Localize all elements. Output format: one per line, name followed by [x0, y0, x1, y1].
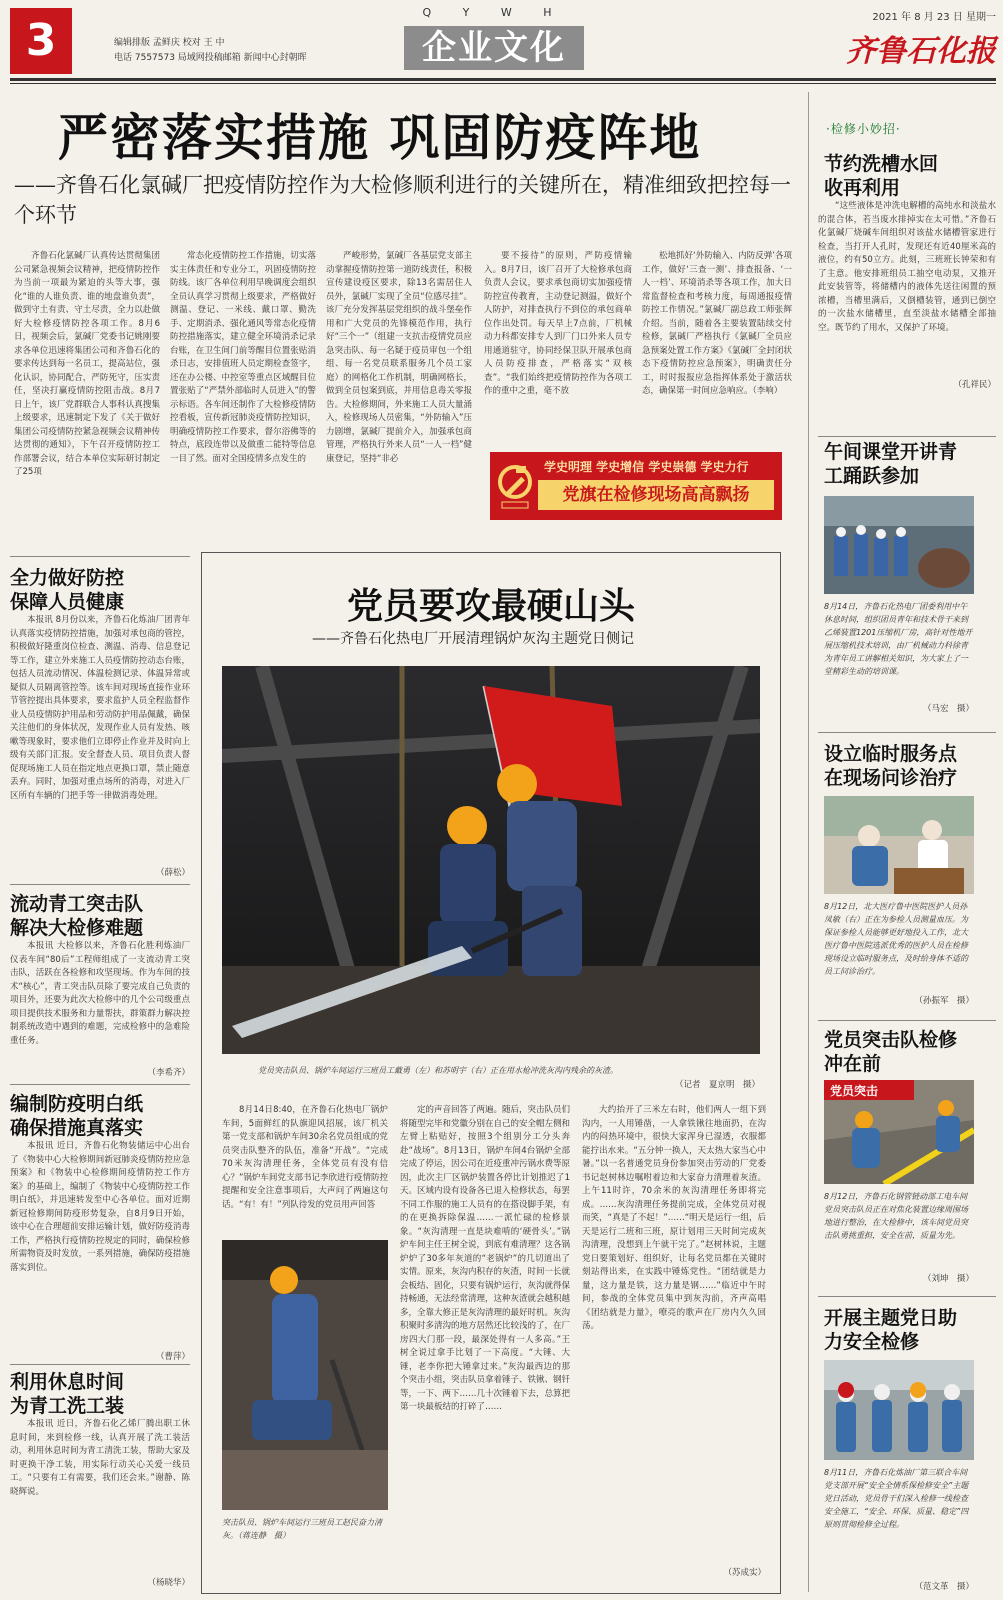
right-item-4-title: 开展主题党日助力安全检修 — [824, 1307, 958, 1353]
feature-col-2: 定的声音回答了两遍。随后，突击队员们将随型完毕和党徽分别在自己的安全帽左侧和左臂上粘贴好，按照3个组别分工分头奔赴“战场”。8月13日，锅炉车间4台锅炉全部完成了停运，因公司在近疫重冲污锅水费等原因，此次主厂区锅炉装置各停比计划推迟了1天。区域内设有设备各已退入检修状态，每罢不同工作服的施工人员有的在搭设脚手架，有的在更换拆除保温……一派忙碌的检修景象。“灰沟清理一直是块难啃的‘硬骨头’。”锅炉车间主任王树全说，到底有难清理？这各锅炉炉了30多年灰道的“老锅炉”的几切道出了实情。原来，灰沟内积存的灰渣，时间一长就会板结、固化，只要有锅炉运行，灰沟就得保持畅通，无法经常清理，这种灰渣就会越积越多，全靠大修正是灰沟清理的最好时机。灰沟积聚时多清沟的地方居然还比较浅的了，在厂房四大门那一段，最深处得有一人多高。”王树全说过拿手比划了一下高度。“大锤、大锤，老李你把大锤拿过来。”灰沟最西边的那个突击小组，突击队员拿着锤子、铁锹、钢钎等，一下、两下……几十次锤着下去，总算把第一块最板结的打碎了…… — [400, 1105, 570, 1412]
lead-article-col-3: 严峻形势，氯碱厂各基层党支部主动掌握疫情防控第一道防线责任，积极宣传建设疫区要求，除13名需居住人员外，氯碱厂实现了全员“位感尽挂”。该厂充分发挥基层党组织的战斗堡垒作用和广大党员的先锋模范作用，执行好“三个一”（组建一支抗击疫情党员应急突击队、每一名疑于疫员审包一个组组、每一名党员联系服务几个员工家庭）的网格化工作机制，明确网格长，做到全员包案到底，并用信息毒关零报告。大检修期间，外来施工人员大量涌入，检修现场人员密集，“外防输入”压力剧增，氯碱厂提前介入，加强承包商管理，严格执行外来人员“一人一档”健康登记，坚持“非必 — [326, 251, 472, 464]
right-item-2-caption: 8月12日，北大医疗鲁中医院医护人员孙凤敏（右）正在为参检人员测量血压。为保证参检人员能够更好地投入工作，北大医疗鲁中医院选派优秀的医护人员在检修现场设立临时服务点，及时给身体不适的员工问诊治疗。 — [824, 902, 968, 976]
right-divider-2 — [818, 732, 996, 733]
party-day-photo — [824, 1360, 974, 1460]
left-article-2-byline: （李希齐） — [147, 1068, 190, 1078]
boiler-cleaning-photo — [222, 666, 760, 1054]
left-article-2-title: 流动青工突击队解决大检修难题 — [10, 893, 144, 939]
right-item-3-caption: 8月12日，齐鲁石化钢管链动部工电车间党员突击队员正在对焦化装置边缘周围场地进行整治，在大检修中，该车间党员突击队勇挑重担，安全在前，质量为先。 — [824, 1192, 968, 1240]
lead-article-col-4: 要不接待”的原则，严防疫情输入。8月7日，该厂召开了大检修承包商负责人会议，要求承包商切实加强疫情防控宣传教育，主动登记测温，做好个人防护，对排查执行不到位的承包商单位作出处罚。每天早上7点前，厂机械动力科都安排专人到厂门口外来人员专用通道驻守，协同经保卫队开展承包商人员防疫排查，严格落实“双核查”。“我们始终把疫情防控作为各项工作的重中之重，毫不放 — [484, 251, 632, 396]
right-item-4-byline: （范文革 摄） — [914, 1582, 974, 1592]
right-item-3-photo — [824, 1080, 974, 1184]
lead-article-col-2: 常态化疫情防控工作措施，切实落实主体责任和专业分工，巩固疫情防控防线。该厂各单位利用早晚调度会组织全员认真学习贯彻上级要求，严格做好测温、登记、一米线、戴口罩、勤洗手、定期消杀、强化通风等常态化疫情防控措施落实，建立健全环境消杀记录台账，在卫生间门前等醒目位置张贴消杀日志，安排值班人员定期检查签字，还在办公楼、中控室等重点区域醒目位置张贴了“严禁外部临时人员进入”的警示标语。各车间还制作了大检修疫情防控看板，宣传新冠肺炎疫情防控知识，明确疫情防控工作要求，督尔浴佛等的特点，底段连带以及做重二能特等信息一目了然。面对全国疫情多点发生的 — [170, 251, 316, 464]
page-number: 3 — [10, 8, 72, 74]
left-article-3-body: 本报讯 近日，齐鲁石化物装储运中心出台了《物装中心大检修期间新冠肺炎疫情防控应急预案》和《物装中心检修期间疫情防控工作方案》的基础上，编制了《物装中心疫情防控工作明白纸》，并迅速转发至中心各单位。面对近期新冠检修期间防疫形势复杂，自8月9日开始，该中心在合理超前安排运输计划，做好防疫消毒工作，严格执行疫情防控规定的同时，确保检修所需物资及时发放，一系列措施，确保防疫措施落实到位。 — [10, 1141, 190, 1273]
left-article-4-byline: （杨晓华） — [147, 1578, 190, 1588]
feature-small-photo-caption: 突击队员、锅炉车间运行三班员工赵民奋力清灰。（蒋连静 摄） — [222, 1518, 382, 1540]
medical-service-photo — [824, 796, 974, 894]
hammer-sickle-icon — [496, 460, 534, 512]
feature-small-photo — [222, 1240, 388, 1510]
left-article-4-title: 利用休息时间为青工洗工装 — [10, 1371, 125, 1417]
issue-date: 2021 年 8 月 23 日 星期一 — [872, 12, 996, 23]
staff-credits — [114, 36, 307, 66]
lead-article-col-5: 松地抓好‘外防输入、内防反弹’各项工作，做好‘三查一测’、排查报备、‘一人一档’、环境消杀等各项工作，加大日常监督检查和考核力度，每周通报疫情防控工作情况。”氯碱厂副总政工师张辉介绍。当前，随着各主要装置陆续交付检修，氯碱厂严格执行《氯碱厂全员应急预案处置工作方案》《氯碱厂全封闭状态下疫情防控应急预案》，明确责任分工，时时报报应急指挥体系处于激活状态，确保第一时间应急响应。（李响） — [642, 251, 792, 396]
tips-column-tag: ·检修小妙招· — [826, 122, 901, 136]
right-divider-3 — [818, 1020, 996, 1021]
lead-article-col-1: 齐鲁石化氯碱厂认真传达贯彻集团公司紧急视频会议精神，把疫情防控作为当前一项最为紧迫的头等大事，强化“谁的人谁负责、谁的地盘谁负责”，做到守土有责、守土尽责，全力以赴做好大检修疫情防控各项工作。8月6日，视频会后，氯碱厂党委书记姚刚要求各单位迅速将集团公司和齐鲁石化的要求传达到每一名员工，提高站位，强化认识，协同配合，严防死守，压实责任，坚决打赢疫情防控阻击战。8月7日上午，该厂党群联合人事科认真搜集上级要求，迅速制定下发了《关于做好集团公司疫情防控紧急视频会议精神传达贯彻的通知》，下午召开疫情防控工作部署会议，结合本单位实际研讨制定了25项 — [14, 251, 160, 477]
right-item-1-byline: （马宏 摄） — [922, 704, 974, 714]
tip-title: 节约洗槽水回收再利用 — [824, 153, 939, 199]
feature-subtitle: ——齐鲁石化热电厂开展清理锅炉灰沟主题党日侧记 — [312, 631, 634, 647]
right-item-4-photo — [824, 1360, 974, 1460]
feature-photo-caption: 党员突击队员、锅炉车间运行三班员工戴勇（左）和苏明宇（右）正在用水枪冲洗灰沟内残余的灰渣。 — [258, 1066, 618, 1075]
masthead-rule — [10, 78, 996, 81]
feature-col-1: 8月14日8:40，在齐鲁石化热电厂锅炉车间，5面鲜红的队旗迎风招展，该厂机关第一党支部和锅炉车间30余名党员组成的党员突击队整齐的队伍，准备“开战”。“完成70米灰沟清理任务，全体党员有没有信心？”锅炉车间党支部书记李欣进行疫情防控提醒和安全注意事项后，大声问了两遍这句话。“有！有！”列队待发的党员用声回答 — [222, 1105, 388, 1210]
left-article-2-body: 本报讯 大检修以来，齐鲁石化胜利炼油厂仪表车间“80后”工程师组成了一支流动青工突击队，活跃在各检修和攻坚现场。作为车间的技术“核心”，青工突击队员除了要完成自己负责的项目外，还要为此次大检修中的几个公司级重点项目提供技术服务和力量帮扶，群策群力解决控制系统改造中遇到的难题，完成检修中的急难险重任务。 — [10, 941, 190, 1046]
training-class-photo — [824, 496, 974, 594]
banner-top-line: 学史明理 学史增信 学史崇德 学史力行 — [544, 460, 749, 474]
right-divider-1 — [818, 436, 996, 437]
feature-title: 党员要攻最硬山头 — [346, 585, 635, 627]
masthead-rule-thin — [10, 83, 996, 84]
left-article-3-byline: （曹萍） — [155, 1352, 190, 1362]
feature-photo-credit: （记者 夏京明 摄） — [674, 1080, 760, 1090]
left-divider-2 — [10, 884, 190, 885]
right-item-3-photo-banner: 党员突击 — [830, 1084, 879, 1098]
main-subheadline: ——齐鲁石化氯碱厂把疫情防控作为大检修顺利进行的关键所在，精准细致把控每一个环节 — [14, 173, 791, 227]
feature-col-3: 大约抬开了三米左右时，他们两人一组下到沟内，一人用锤凿，一人拿铁锹往地面扔，在沟内的闷热环境中，很快大家浑身已湿透，衣服都能拧出水来。“五分钟一换人，天太热大家当心中暑。”以一名普通党员身份参加突击劳动的厂党委书记赵树林边嘱咐着边和大家奋力清理着灰渣。上午11时许，70余米的灰沟清理任务即将完成。……灰沟清理任务提前完成，全体党员对视而笑，“真是了不起！”……“明天是运行一组，后天是运行二班和三班，原计划用三天时间完成灰沟清理，没想到上午就干完了。”赵树林说，主题党日要策划好、组织好，让每名党员都在关键时刻站得出来，在实践中锤炼党性。“团结就是力量，这力量是铁，这力量是钢……”临近中午时间，参战的全体党员集中到灰沟前，齐声高唱《团结就是力量》，嘹亮的歌声在厂房内久久回荡。 — [582, 1105, 766, 1331]
tip-body: “这些液体是冲洗电解槽的高纯水和淡盐水的混合体，若当废水排掉实在太可惜。”齐鲁石化氯碱厂烧碱车间组织对该盐水储槽管家进行检查，当打开人孔时，发现还有近40厘米高的液位，约有50立方。此刻，三班班长钟荣和有了主意。他安排班组员工抽空电动泵，又推开此安装管等，将储槽内的液体先送往闲置的预浓槽，当槽里满后，又倒槽装管，通到已倒空的一次盐水储槽里，直至淡盐水储槽全部抽空。既节约了用水，又保护了环境。 — [818, 201, 996, 333]
tip-byline: （孔祥民） — [953, 380, 996, 390]
staff-line-2: 电话 7557573 局域网投稿邮箱 新闻中心封朝晖 — [114, 53, 307, 63]
right-item-2-title: 设立临时服务点在现场问诊治疗 — [824, 743, 958, 789]
section-pinyin: Q Y W H — [422, 6, 566, 19]
left-article-1-body: 本报讯 8月份以来，齐鲁石化炼油厂团青年认真落实疫情防控措施，加强对承包商的管控，积极做好隆重岗位检查、测温、消毒、信息登记等工作，建立外来施工人员疫情防控动态台账，包括人员流动情况、体温检测记录、体温异常或疑似人员隔离管控等。该车间对现场直接作业环节管控提出具体要求，要求监护人员全程监督作业人员疫情防护用品和劳动防护用品佩戴，确保关注他们的身体状况，发现作业人员有发热、咳嗽等现象时，要求他们立即停止作业并及时向上级有关部门汇报。安全督查人员、项目负责人督促现场施工人员在指定地点更换口罩，禁止随意丢弃。同时，加强对重点场所的消毒，对进入厂区所有车辆的门把手等一律做消毒处理。 — [10, 615, 190, 801]
right-item-2-byline: （孙振军 摄） — [914, 996, 974, 1006]
right-column-divider — [808, 92, 809, 1592]
feature-byline: （苏成实） — [723, 1568, 766, 1578]
staff-line-1: 编辑排版 孟鲜庆 校对 王 中 — [114, 38, 225, 48]
left-article-1-byline: （薛松） — [155, 868, 190, 878]
right-item-1-caption: 8月14日，齐鲁石化热电厂团委利用中午休息时间，组织团员青年和技术骨干来到乙烯装置1201压缩机厂房，高针对性地开展压缩机技术培训，由厂机械动力科徐青为青年员工讲解相关知识，为大家上了一堂精彩生动的培训课。 — [824, 602, 973, 676]
left-article-1-title: 全力做好防控保障人员健康 — [10, 567, 125, 613]
banner-main-line: 党旗在检修现场高高飘扬 — [538, 480, 774, 510]
right-item-3-title: 党员突击队检修冲在前 — [824, 1029, 958, 1075]
left-divider-1 — [10, 556, 190, 557]
worker-shovel-photo — [222, 1240, 388, 1510]
right-divider-4 — [818, 1296, 996, 1297]
right-item-1-photo — [824, 496, 974, 594]
left-article-4-body: 本报讯 近日，齐鲁石化乙烯厂腾出职工休息时间，来到检修一线，认真开展了洗工装活动，利用休息时间为青工清洗工装，帮助大家及时更换干净工装，用实际行动关心关爱一线员工。“只要有工有需要，我们还会来。”谢静、陈晓辉说。 — [10, 1419, 190, 1497]
left-divider-4 — [10, 1364, 190, 1365]
right-item-1-title: 午间课堂开讲青工踊跃参加 — [824, 441, 958, 487]
feature-main-photo — [222, 666, 760, 1054]
newspaper-logo: 齐鲁石化报 — [846, 34, 996, 69]
left-article-3-title: 编制防疫明白纸确保措施真落实 — [10, 1093, 144, 1139]
section-title: 企业文化 — [404, 26, 584, 70]
left-divider-3 — [10, 1084, 190, 1085]
right-item-2-photo — [824, 796, 974, 894]
party-history-banner — [490, 452, 782, 520]
main-headline: 严密落实措施 巩固防疫阵地 — [58, 108, 702, 167]
right-item-4-caption: 8月11日，齐鲁石化炼油厂第三联合车间党支部开展“安全全情系保检修安全”主题党日活动，党员骨干们深入检修一线检查安全施工，“安全、环保、质量、稳定”四原则贯彻检修全过程。 — [824, 1468, 969, 1529]
right-item-3-byline: （刘坤 摄） — [922, 1274, 974, 1284]
